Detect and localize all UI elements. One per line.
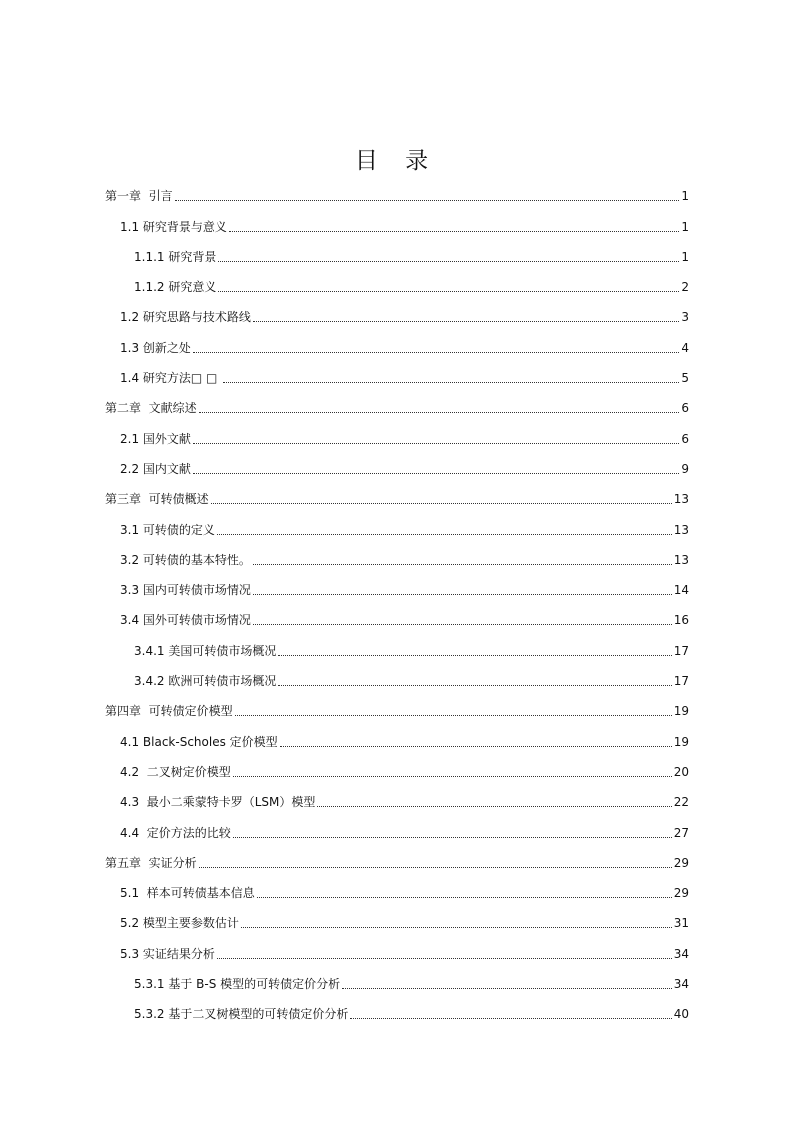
dot-leader xyxy=(253,594,672,595)
toc-entry[interactable] xyxy=(0,514,793,544)
toc-entry-page-number: 4 xyxy=(681,340,689,355)
toc-entry-page-number: 19 xyxy=(673,704,689,719)
dot-leader xyxy=(350,1018,671,1019)
toc-entry-page-number: 13 xyxy=(673,552,689,567)
toc-entry-label: 第五章 实证分析 xyxy=(105,855,197,870)
toc-entry-label: 4.3 最小二乘蒙特卡罗（LSM）模型 xyxy=(120,795,316,810)
toc-entry[interactable] xyxy=(0,605,793,635)
toc-entry[interactable] xyxy=(0,908,793,938)
dot-leader xyxy=(253,624,672,625)
toc-entry-label: 第二章 文献综述 xyxy=(105,401,197,416)
toc-entry-label: 1.3 创新之处 xyxy=(120,340,191,355)
toc-entry[interactable] xyxy=(0,696,793,726)
toc-entry-label: 第四章 可转债定价模型 xyxy=(105,704,233,719)
dot-leader xyxy=(233,776,672,777)
toc-entry-page-number: 29 xyxy=(673,886,689,901)
dot-leader xyxy=(223,382,679,383)
toc-entry-label: 5.3.2 基于二叉树模型的可转债定价分析 xyxy=(134,1007,349,1022)
toc-entry-page-number: 22 xyxy=(673,795,689,810)
dot-leader xyxy=(342,988,672,989)
toc-entry-page-number: 17 xyxy=(673,643,689,658)
dot-leader xyxy=(218,261,679,262)
toc-entry[interactable] xyxy=(0,969,793,999)
toc-entry-page-number: 34 xyxy=(673,977,689,992)
toc-entry-page-number: 20 xyxy=(673,764,689,779)
toc-entry[interactable] xyxy=(0,787,793,817)
dot-leader xyxy=(193,352,679,353)
dot-leader xyxy=(175,200,679,201)
toc-entry[interactable] xyxy=(0,242,793,272)
dot-leader xyxy=(199,867,672,868)
toc-entry[interactable] xyxy=(0,666,793,696)
toc-entry-label: 4.4 定价方法的比较 xyxy=(120,825,231,840)
dot-leader xyxy=(229,231,679,232)
toc-title: 目 录 xyxy=(354,148,439,174)
toc-entry-page-number: 29 xyxy=(673,855,689,870)
dot-leader xyxy=(253,564,672,565)
toc-entry[interactable] xyxy=(0,454,793,484)
dot-leader xyxy=(217,958,672,959)
toc-entry-page-number: 1 xyxy=(681,249,689,264)
toc-entry[interactable] xyxy=(0,332,793,362)
dot-leader xyxy=(278,685,671,686)
toc-entry-page-number: 14 xyxy=(673,583,689,598)
toc-entry-label: 2.2 国内文献 xyxy=(120,461,191,476)
toc-entry-page-number: 3 xyxy=(681,310,689,325)
toc-entry[interactable] xyxy=(0,938,793,968)
toc-entry-page-number: 40 xyxy=(673,1007,689,1022)
toc-entry-page-number: 13 xyxy=(673,492,689,507)
toc-entry-page-number: 6 xyxy=(681,401,689,416)
toc-entry-label: 5.3.1 基于 B-S 模型的可转债定价分析 xyxy=(134,977,341,992)
toc-entry-page-number: 2 xyxy=(681,280,689,295)
toc-entry-label: 4.1 Black-Scholes 定价模型 xyxy=(120,734,278,749)
toc-entry-page-number: 13 xyxy=(673,522,689,537)
toc-entry-page-number: 9 xyxy=(681,461,689,476)
toc-entry[interactable] xyxy=(0,363,793,393)
toc-entry[interactable] xyxy=(0,484,793,514)
toc-entry-label: 3.4.2 欧洲可转债市场概况 xyxy=(134,674,277,689)
table-of-contents xyxy=(0,181,793,1029)
dot-leader xyxy=(235,715,672,716)
toc-entry-label: 5.1 样本可转债基本信息 xyxy=(120,886,255,901)
toc-entry[interactable] xyxy=(0,393,793,423)
toc-entry-page-number: 31 xyxy=(673,916,689,931)
toc-entry-label: 4.2 二叉树定价模型 xyxy=(120,764,231,779)
toc-entry-page-number: 16 xyxy=(673,613,689,628)
toc-entry[interactable] xyxy=(0,272,793,302)
toc-entry-label: 1.1.1 研究背景 xyxy=(134,249,217,264)
toc-entry-label: 5.3 实证结果分析 xyxy=(120,946,215,961)
dot-leader xyxy=(253,321,679,322)
toc-entry-page-number: 1 xyxy=(681,219,689,234)
toc-entry-page-number: 27 xyxy=(673,825,689,840)
toc-entry[interactable] xyxy=(0,635,793,665)
toc-entry-label: 3.4 国外可转债市场情况 xyxy=(120,613,251,628)
toc-entry-page-number: 19 xyxy=(673,734,689,749)
toc-entry-label: 1.1 研究背景与意义 xyxy=(120,219,227,234)
toc-entry-page-number: 5 xyxy=(681,371,689,386)
toc-entry[interactable] xyxy=(0,999,793,1029)
toc-entry[interactable] xyxy=(0,211,793,241)
toc-entry[interactable] xyxy=(0,878,793,908)
toc-entry-page-number: 17 xyxy=(673,674,689,689)
toc-entry-label: 1.4 研究方法□ □ xyxy=(120,371,222,386)
toc-entry-page-number: 34 xyxy=(673,946,689,961)
toc-entry-label: 第一章 引言 xyxy=(105,189,173,204)
dot-leader xyxy=(280,746,672,747)
dot-leader xyxy=(317,806,671,807)
dot-leader xyxy=(193,473,679,474)
toc-entry-label: 3.3 国内可转债市场情况 xyxy=(120,583,251,598)
dot-leader xyxy=(193,443,679,444)
dot-leader xyxy=(233,837,672,838)
toc-entry[interactable] xyxy=(0,757,793,787)
dot-leader xyxy=(218,291,679,292)
toc-entry[interactable] xyxy=(0,575,793,605)
toc-entry-label: 第三章 可转债概述 xyxy=(105,492,209,507)
toc-entry[interactable] xyxy=(0,302,793,332)
toc-entry-label: 3.2 可转债的基本特性。 xyxy=(120,552,251,567)
toc-entry[interactable] xyxy=(0,181,793,211)
dot-leader xyxy=(199,412,679,413)
toc-entry[interactable] xyxy=(0,423,793,453)
toc-entry[interactable] xyxy=(0,848,793,878)
toc-entry-label: 1.2 研究思路与技术路线 xyxy=(120,310,251,325)
dot-leader xyxy=(217,534,672,535)
toc-entry-label: 1.1.2 研究意义 xyxy=(134,280,217,295)
toc-entry-label: 2.1 国外文献 xyxy=(120,431,191,446)
dot-leader xyxy=(278,655,671,656)
toc-entry-page-number: 6 xyxy=(681,431,689,446)
dot-leader xyxy=(241,927,672,928)
dot-leader xyxy=(211,503,672,504)
dot-leader xyxy=(257,897,672,898)
toc-entry[interactable] xyxy=(0,545,793,575)
toc-entry-label: 3.4.1 美国可转债市场概况 xyxy=(134,643,277,658)
toc-entry-label: 5.2 模型主要参数估计 xyxy=(120,916,239,931)
toc-entry[interactable] xyxy=(0,726,793,756)
toc-entry[interactable] xyxy=(0,817,793,847)
toc-entry-label: 3.1 可转债的定义 xyxy=(120,522,215,537)
toc-entry-page-number: 1 xyxy=(681,189,689,204)
